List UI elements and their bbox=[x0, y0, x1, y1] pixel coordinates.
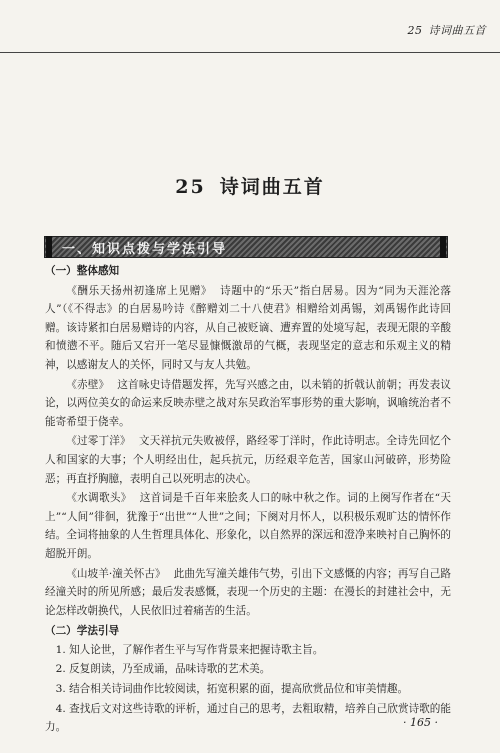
subsection-heading-method: （二）学法引导 bbox=[45, 625, 120, 638]
running-header bbox=[0, 0, 500, 53]
work-paragraph bbox=[45, 376, 451, 432]
chapter-number: 25 bbox=[175, 176, 206, 198]
work-title: 《过零丁洋》 bbox=[66, 435, 131, 448]
list-item: 2. 反复朗读，乃至成诵，品味诗歌的艺术美。 bbox=[55, 663, 271, 676]
banner-tick bbox=[440, 236, 446, 258]
chapter-title bbox=[0, 172, 500, 199]
work-paragraph bbox=[45, 489, 451, 563]
work-text: 文天祥抗元失败被俘，路经零丁洋时，作此诗明志。全诗先回忆个人和国家的大事；个人明经出仕，起兵抗元，历经艰辛危苦，国家山河破碎，形势险恶；再直抒胸臆，表明自己以死明志的决心。 bbox=[45, 435, 452, 485]
work-title: 《山坡羊·潼关怀古》 bbox=[66, 567, 166, 580]
work-text: 这首词是千百年来脍炙人口的咏中秋之作。词的上阕写作者在“天上”“人间”徘徊，犹豫于“出世”“人世”之间；下阕对月怀人，以积极乐观旷达的情怀作结。全词将抽象的人生哲理具体化、形象化，以自然界的深远和澄净来映衬自己胸怀的超脱开朗。 bbox=[45, 492, 451, 560]
chapter-name: 诗词曲五首 bbox=[219, 176, 325, 198]
work-title: 《酬乐天扬州初逢席上见赠》 bbox=[66, 284, 213, 297]
work-text: 此曲先写潼关雄伟气势，引出下文感慨的内容；再写自己路经潼关时的所见所感；最后发表感慨，表现一个历史的主题：在漫长的封建社会中，无论怎样改朝换代，人民依旧过着痛苦的生活。 bbox=[45, 567, 452, 617]
list-item: 4. 查找后文对这些诗歌的评析，通过自己的思考，去粗取精，培养自己欣赏诗歌的能力。 bbox=[45, 702, 451, 734]
work-text: 这首咏史诗借题发挥，先写兴感之由，以未销的折戟认前朝；再发表议论，以两位美女的命运来反映赤壁之战对东吴政治军事形势的重大影响，讽喻统治者不能寄希望于侥幸。 bbox=[45, 378, 452, 428]
banner-tick bbox=[46, 236, 52, 258]
section-banner bbox=[44, 236, 448, 258]
work-title: 《水调歌头》 bbox=[66, 492, 132, 505]
list-item: 1. 知人论世，了解作者生平与写作背景来把握诗歌主旨。 bbox=[55, 643, 324, 656]
work-paragraph bbox=[45, 432, 451, 488]
work-paragraph bbox=[45, 282, 451, 375]
work-paragraph bbox=[45, 565, 451, 621]
running-header-text bbox=[402, 22, 487, 38]
work-text: 诗题中的“乐天”指白居易。因为“同为天涯沦落人”（《不得志》的白居易吟诗《醉赠刘二十八使君》相赠给刘禹锡，刘禹锡作此诗回赠。该诗紧扣白居易赠诗的内容，从自己被贬谪、遭弃置的处境写起，表现无限的辛酸和愤懑不平。随后又宕开一笔尽显慷慨激昂的气概，表现坚定的意志和乐观主义的精神，以感谢友人的关怀，同时又与友人共勉。 bbox=[45, 284, 452, 371]
header-chapter-number: 25 bbox=[407, 24, 423, 37]
work-title: 《赤壁》 bbox=[66, 378, 110, 391]
body-content bbox=[45, 262, 451, 738]
page-number: · 165 · bbox=[403, 716, 438, 729]
subsection-heading-overview: （一）整体感知 bbox=[45, 265, 120, 277]
header-chapter-title: 诗词曲五首 bbox=[428, 24, 486, 37]
section-banner-text: 一、知识点拨与学法引导 bbox=[62, 242, 228, 257]
list-item: 3. 结合相关诗词曲作比较阅读，拓宽积累的面，提高欣赏品位和审美情趣。 bbox=[55, 683, 409, 696]
